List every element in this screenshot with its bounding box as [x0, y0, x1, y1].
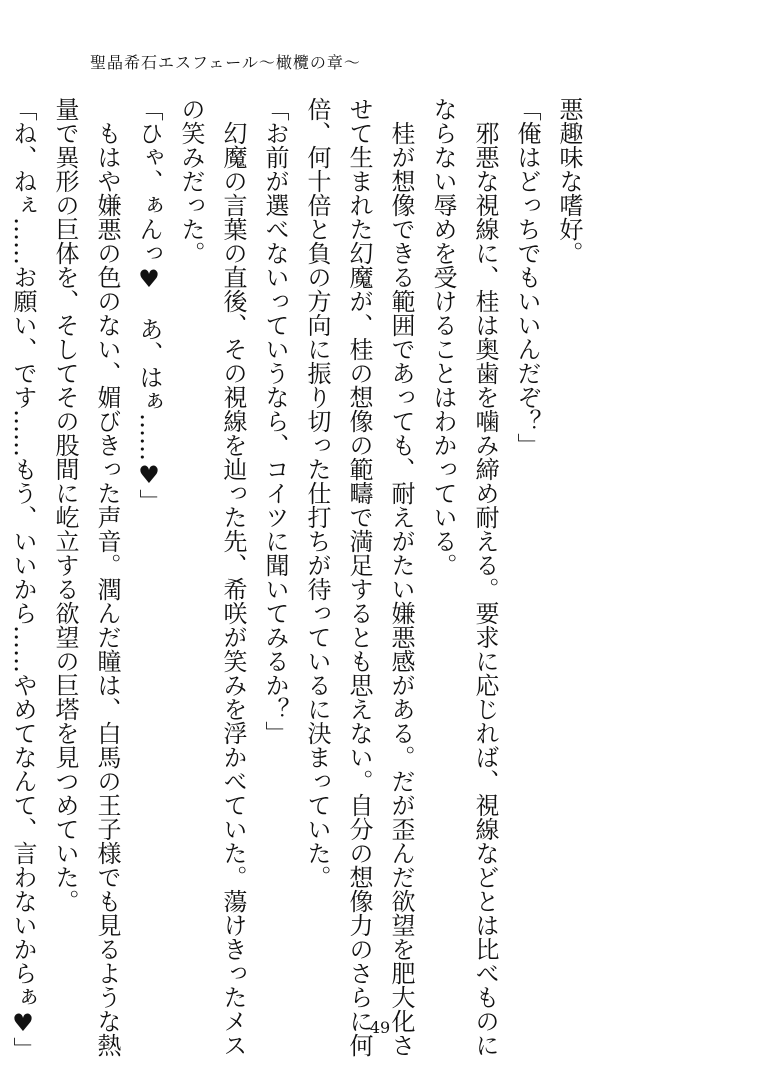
text-line: せて生まれた幻魔が、桂の想像の範疇で満足するとも思えない。自分の想像力のさらに何 — [345, 97, 373, 1057]
page-number: 49 — [369, 1018, 391, 1037]
text-line: 悪趣味な嗜好。 — [555, 97, 583, 265]
text-line: 量で異形の巨体を、そしてその股間に屹立する欲望の巨塔を見つめていた。 — [51, 97, 79, 913]
running-header: 聖晶希石エスフェール〜橄欖の章〜 — [90, 53, 361, 72]
text-line — [0, 97, 2, 1017]
text-line: 邪悪な視線に、桂は奥歯を噛み締め耐える。要求に応じれば、視線などとは比べものに — [471, 97, 499, 1057]
text-line: 「ひゃ、ぁんっ♥ あ、はぁ……♥」 — [135, 97, 163, 513]
text-line: もはや嫌悪の色のない、媚びきった声音。潤んだ瞳は、白馬の王子様でも見るような熱 — [93, 97, 121, 1057]
text-line: 桂が想像できる範囲であっても、耐えがたい嫌悪感がある。だが歪んだ欲望を肥大化さ — [387, 97, 415, 1057]
text-line: 倍、何十倍と負の方向に振り切った仕打ちが待っているに決まっていた。 — [303, 97, 331, 889]
text-line: 「お前が選べないっていうなら、コイツに聞いてみるか？」 — [261, 97, 289, 745]
text-line: 「俺はどっちでもいいんだぞ？」 — [513, 97, 541, 457]
text-line: の笑みだった。 — [177, 97, 205, 265]
text-line: ならない辱めを受けることはわかっている。 — [429, 97, 457, 577]
text-line: 「ね、ねぇ……お願い、です……もう、いいから……やめてなんて、言わないからぁ♥」 — [9, 97, 37, 1061]
text-line: 幻魔の言葉の直後、その視線を辿った先、希咲が笑みを浮かべていた。蕩けきったメス — [219, 97, 247, 1057]
